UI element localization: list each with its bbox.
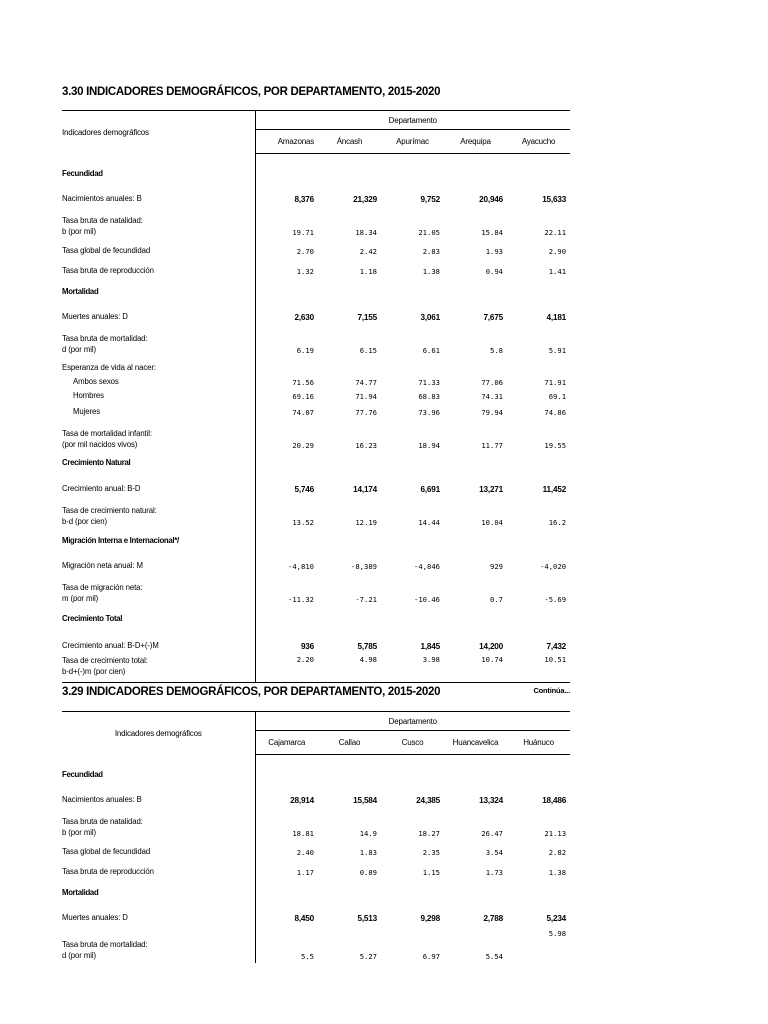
cell-value: 14,200 [479,641,503,651]
table-row [62,764,570,782]
cell-value [381,764,444,782]
table-row [62,389,570,403]
cell-value: 18.81 [292,828,314,838]
cell-value: -4,020 [540,561,567,571]
cell-value: 6.15 [359,345,377,355]
cell-value: 9,752 [420,194,440,204]
cell-value: 4,181 [546,312,567,322]
row-label [62,755,255,764]
cell-value: 936 [300,641,314,651]
table-row [62,606,570,626]
cell-value: 5.27 [359,951,377,961]
table-row [62,470,570,496]
cell-value: 4.98 [318,653,381,683]
cell-value [507,606,570,626]
cell-value [255,529,318,548]
row-label: Tasa bruta de reproducción [62,859,255,879]
cell-value [507,529,570,548]
column-header: Ayacucho [507,130,570,154]
table-row [62,496,570,529]
cell-value: 74.07 [292,407,314,417]
cell-value: 1.17 [296,867,314,877]
cell-value: 11.77 [481,440,503,450]
cell-value: 24,385 [416,795,440,805]
cell-value: 71.91 [544,377,567,387]
row-label: Crecimiento anual: B-D+(-)M [62,626,255,653]
cell-value: 74.31 [481,391,503,401]
cell-value: 18.34 [355,227,377,237]
cell-value: 20.29 [292,440,314,450]
cell-value: 18,486 [542,795,567,805]
cell-value: 5,234 [546,913,567,923]
cell-value [318,278,381,299]
cell-value: 6.61 [422,345,440,355]
cell-value: 11,452 [542,484,567,494]
table-row [62,258,570,278]
cell-value: 1,845 [420,641,440,651]
cell-value [318,755,381,764]
cell-value: 71.94 [355,391,377,401]
cell-value: 0.7 [490,594,503,604]
table-row [62,206,570,239]
cell-value [318,529,381,548]
cell-value: 8,450 [294,913,314,923]
cell-value [255,357,318,375]
table-row [62,782,570,807]
cell-value: 5.8 [490,345,503,355]
table-row [62,925,570,963]
cell-value [318,452,381,470]
column-header: Arequipa [444,130,507,154]
cell-value [318,764,381,782]
cell-value [318,606,381,626]
cell-value [444,357,507,375]
cell-value [444,755,507,764]
cell-value: 16.23 [355,440,377,450]
table-row [62,859,570,879]
cell-value: 6,691 [420,484,440,494]
row-label: Tasa de mortalidad infantil: (por mil nacidos vivos) [62,419,255,452]
cell-value [255,452,318,470]
row-label: Tasa de crecimiento total: b-d+(-)m (por cien) [62,653,255,683]
cell-value: 1.93 [485,246,503,256]
row-label: Tasa bruta de mortalidad: d (por mil) [62,925,255,963]
cell-value: 1.38 [548,867,567,877]
cell-value [255,154,318,163]
cell-value: 69.1 [548,391,567,401]
cell-value [381,278,444,299]
column-header: Apurímac [381,130,444,154]
cell-value: 9,298 [420,913,440,923]
row-label: Muertes anuales: D [62,299,255,324]
cell-value [444,452,507,470]
cell-value: 69.16 [292,391,314,401]
cell-value: -11.32 [288,594,314,604]
row-label: Nacimientos anuales: B [62,782,255,807]
row-label: Muertes anuales: D [62,900,255,925]
cell-value: 13,271 [479,484,503,494]
cell-value [444,163,507,181]
table-row [62,181,570,206]
cell-value [381,879,444,900]
table-row [62,573,570,606]
table-row [62,626,570,653]
table-row [62,548,570,573]
cell-value: 5,785 [357,641,377,651]
cell-value [507,452,570,470]
cell-value [255,163,318,181]
cell-value: 18.27 [418,828,440,838]
row-label: Hombres [62,389,255,403]
cell-value: 79.94 [481,407,503,417]
table-row [62,840,570,859]
row-label: Tasa global de fecundidad [62,840,255,859]
indicators-table [62,711,570,963]
cell-value: -4,846 [414,561,440,571]
cell-value [507,764,570,782]
cell-value [381,529,444,548]
cell-value: 26.47 [481,828,503,838]
group-header: Departamento [255,712,570,731]
column-header: Cusco [381,731,444,755]
cell-value: 77.76 [355,407,377,417]
row-label: Crecimiento Total [62,606,255,626]
cell-value: 8,376 [294,194,314,204]
table-section-2 [62,684,570,963]
cell-value: 6.97 [422,951,440,961]
table-row [62,375,570,389]
cell-value: 2.70 [296,246,314,256]
column-header: Callao [318,731,381,755]
cell-value [318,879,381,900]
cell-value: 2.82 [548,847,567,857]
cell-value: 7,675 [483,312,503,322]
cell-value [507,278,570,299]
column-header: Cajamarca [255,731,318,755]
table-row [62,239,570,258]
cell-value: 14,174 [353,484,377,494]
cell-value: 74.77 [355,377,377,387]
table-row [62,324,570,357]
cell-value: 2.90 [548,246,567,256]
indicators-table [62,110,570,683]
cell-value: 5.98 [548,928,567,938]
column-header: Amazonas [255,130,318,154]
cell-value: 21,329 [353,194,377,204]
cell-value: 19.55 [544,440,567,450]
table-row [62,807,570,840]
cell-value: 0.89 [359,867,377,877]
cell-value: 71.56 [292,377,314,387]
table-row [62,357,570,375]
row-label: Ambos sexos [62,375,255,389]
table-row [62,299,570,324]
cell-value [255,755,318,764]
cell-value [444,606,507,626]
cell-value: 3.98 [381,653,444,683]
cell-value [381,154,444,163]
cell-value [444,529,507,548]
row-label [62,154,255,163]
cell-value: 74.86 [544,407,567,417]
cell-value: 5,513 [357,913,377,923]
cell-value: 18.94 [418,440,440,450]
cell-value: 21.13 [544,828,567,838]
cell-value: 2,788 [483,913,503,923]
cell-value: 77.06 [481,377,503,387]
table-row [62,452,570,470]
cell-value: 15,584 [353,795,377,805]
row-label: Nacimientos anuales: B [62,181,255,206]
cell-value [507,879,570,900]
table-row [62,653,570,683]
continues-note: Continúa... [533,686,570,695]
row-label: Fecundidad [62,764,255,782]
cell-value: 5.91 [548,345,567,355]
cell-value [507,154,570,163]
cell-value [507,357,570,375]
cell-value: 19.71 [292,227,314,237]
table-row [62,403,570,419]
row-label: Mortalidad [62,278,255,299]
cell-value [381,606,444,626]
cell-value: 12.19 [355,517,377,527]
cell-value: 5,746 [294,484,314,494]
cell-value [318,163,381,181]
column-header: Huánuco [507,731,570,755]
cell-value: 7,432 [546,641,567,651]
cell-value: 10.51 [507,653,570,683]
table-row [62,900,570,925]
table-row [62,755,570,764]
row-label: Mujeres [62,403,255,419]
cell-value [255,606,318,626]
cell-value: 929 [490,561,503,571]
cell-value: 1.32 [296,266,314,276]
cell-value: 0.94 [485,266,503,276]
row-label: Tasa global de fecundidad [62,239,255,258]
row-label: Tasa bruta de natalidad: b (por mil) [62,206,255,239]
cell-value [255,879,318,900]
table-row [62,278,570,299]
cell-value [381,452,444,470]
cell-value [444,154,507,163]
cell-value [255,278,318,299]
cell-value: 13,324 [479,795,503,805]
cell-value: 3.54 [485,847,503,857]
cell-value: 16.2 [548,517,567,527]
group-header: Departamento [255,111,570,130]
table-row [62,154,570,163]
row-label: Esperanza de vida al nacer: [62,357,255,375]
stub-header: Indicadores demográficos [62,712,255,755]
table-title: 3.30 INDICADORES DEMOGRÁFICOS, POR DEPARTAMENTO, 2015-2020 [62,86,441,98]
cell-value [381,357,444,375]
cell-value: 15.84 [481,227,503,237]
cell-value: 14.44 [418,517,440,527]
cell-value: 2.20 [255,653,318,683]
cell-value: 2.35 [422,847,440,857]
table-row [62,419,570,452]
row-label: Fecundidad [62,163,255,181]
table-row [62,529,570,548]
cell-value: 1.15 [422,867,440,877]
cell-value: 2,630 [294,312,314,322]
cell-value [444,278,507,299]
cell-value [381,163,444,181]
row-label: Tasa de migración neta: m (por mil) [62,573,255,606]
cell-value: 15,633 [542,194,567,204]
cell-value: 7,155 [357,312,377,322]
row-label: Tasa de crecimiento natural: b-d (por cien) [62,496,255,529]
row-label: Migración neta anual: M [62,548,255,573]
column-header: Áncash [318,130,381,154]
cell-value [507,755,570,764]
row-label: Crecimiento Natural [62,452,255,470]
cell-value: 71.33 [418,377,440,387]
cell-value: 28,914 [290,795,314,805]
table-title: 3.29 INDICADORES DEMOGRÁFICOS, POR DEPARTAMENTO, 2015-2020 [62,686,441,698]
cell-value: 5.5 [301,951,314,961]
table-row [62,879,570,900]
cell-value: 5.54 [485,951,503,961]
cell-value: 1.83 [359,847,377,857]
cell-value: 2.83 [422,246,440,256]
cell-value: 14.9 [359,828,377,838]
cell-value: 22.11 [544,227,567,237]
cell-value: 10.04 [481,517,503,527]
cell-value: 1.73 [485,867,503,877]
cell-value: 20,946 [479,194,503,204]
cell-value: 1.38 [422,266,440,276]
cell-value: 73.96 [418,407,440,417]
cell-value: -10.46 [414,594,440,604]
cell-value [255,764,318,782]
cell-value: 21.05 [418,227,440,237]
cell-value: 13.52 [292,517,314,527]
cell-value: -8,389 [351,561,377,571]
cell-value: 1.18 [359,266,377,276]
cell-value: -4,810 [288,561,314,571]
row-label: Migración Interna e Internacional*/ [62,529,255,548]
cell-value: 10.74 [444,653,507,683]
cell-value [318,154,381,163]
cell-value [381,755,444,764]
cell-value: 2.40 [296,847,314,857]
cell-value: 3,061 [420,312,440,322]
row-label: Mortalidad [62,879,255,900]
column-header: Huancavelica [444,731,507,755]
row-label: Tasa bruta de reproducción [62,258,255,278]
row-label: Tasa bruta de natalidad: b (por mil) [62,807,255,840]
cell-value [318,357,381,375]
cell-value: -7.21 [355,594,377,604]
cell-value: 2.42 [359,246,377,256]
stub-header: Indicadores demográficos [62,111,255,154]
cell-value: 68.83 [418,391,440,401]
table-row [62,163,570,181]
cell-value [444,764,507,782]
cell-value [444,879,507,900]
row-label: Tasa bruta de mortalidad: d (por mil) [62,324,255,357]
row-label: Crecimiento anual: B-D [62,470,255,496]
cell-value: 1.41 [548,266,567,276]
cell-value: -5.69 [544,594,567,604]
cell-value: 6.19 [296,345,314,355]
cell-value [507,163,570,181]
